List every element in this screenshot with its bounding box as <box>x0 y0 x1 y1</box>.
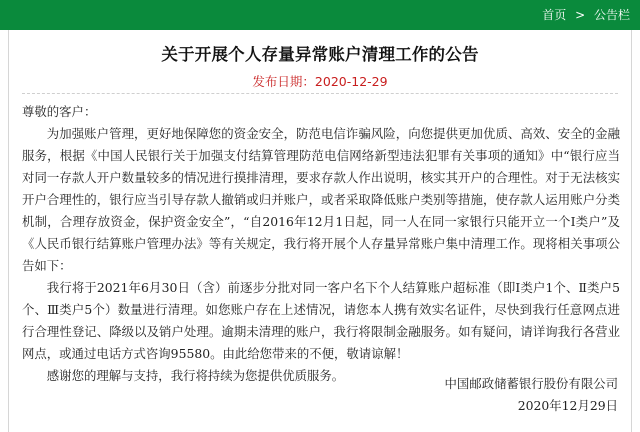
header-bar <box>0 0 640 30</box>
signature-date: 2020年12月29日 <box>517 398 618 413</box>
breadcrumb-home-link[interactable]: 首页 <box>542 8 567 22</box>
breadcrumb <box>542 0 630 30</box>
breadcrumb-separator: > <box>575 8 586 22</box>
signature-block <box>445 373 618 417</box>
signature-organization: 中国邮政储蓄银行股份有限公司 <box>444 376 618 391</box>
breadcrumb-current-link[interactable]: 公告栏 <box>593 8 630 22</box>
notice-paragraph-1: 为加强账户管理，更好地保障您的资金安全，防范电信诈骗风险，向您提供更加优质、高效、安全的金融服务，根据《中国人民银行关于加强支付结算管理防范电信网络新型违法犯罪有关事项的通知》中“银行应当对同一存款人开户数量较多的情况进行摸排清理，要求存款人作出说明，核实其开户的合理性。对于无法核实开户合理性的，银行应当引导存款人撤销或归并账户，或者采取降低账户类别等措施，使存款人运用账户分类机制，合理存放资金，保护资金安全”，“自2016年12月1日起，同一人在同一家银行只能开立一个Ⅰ类户”及《人民币银行结算账户管理办法》等有关规定，我行将开展个人存量异常账户集中清理工作。现将相关事项公告如下： <box>22 126 620 273</box>
salutation: 尊敬的客户： <box>22 104 97 119</box>
publish-date: 发布日期：2020-12-29 <box>252 74 388 89</box>
title-divider <box>22 93 618 94</box>
notice-body <box>22 101 620 387</box>
left-border <box>8 30 9 432</box>
notice-paragraph-2: 我行将于2021年6月30日（含）前逐步分批对同一客户名下个人结算账户超标准（即Ⅰ类户1个、Ⅱ类户5个、Ⅲ类户5个）数量进行清理。如您账户存在上述情况，请您本人携有效实名证件，尽快到我行任意网点进行合理性登记、降级以及销户处理。逾期未清理的账户，我行将限制金融服务。如有疑问，请详询我行各营业网点，或通过电话方式咨询95580。由此给您带来的不便，敬请谅解！ <box>22 280 620 361</box>
page-title: 关于开展个人存量异常账户清理工作的公告 <box>161 45 479 64</box>
right-border <box>631 30 632 432</box>
notice-paragraph-3: 感谢您的理解与支持，我行将持续为您提供优质服务。 <box>46 368 345 383</box>
